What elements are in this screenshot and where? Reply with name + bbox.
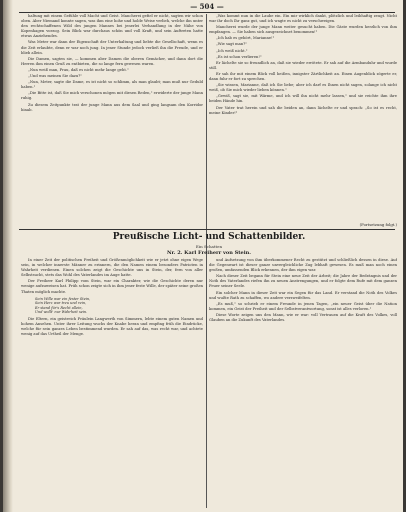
- paragraph: Der Vater trat herein und sah die beiden an, dann lächelte er und sprach: „So ist es recht, meine Kinder!": [209, 105, 397, 115]
- paragraph: „Nun, Meter, sagte die Dame, es ist nicht so schlimm, als man glaubt; man muß nur Geduld haben.": [21, 80, 203, 90]
- paragraph: „Nun weiß man, Frau, daß es nicht mehr lange geht.": [28, 67, 129, 72]
- right-column-article: [209, 258, 397, 508]
- paragraph: Zu diesem Zeitpunkte trat der junge Mann aus dem Saal und ging langsam den Korridor hinab.: [21, 102, 203, 112]
- poem-line: Sein Wille war ein fester Stein,: [35, 296, 91, 301]
- section-rule: [19, 229, 395, 230]
- paragraph: „Ich hab es gehört, Marianne!": [216, 36, 275, 41]
- newspaper-page: [3, 0, 403, 512]
- page-number: — 504 —: [190, 2, 224, 11]
- poem-line: Er stand für's Recht allein,: [35, 305, 83, 310]
- paragraph: „Ich weiß nicht.": [216, 48, 248, 53]
- paragraph: „Gewiß, sagt sie, mit Wärme, und ich will ihn nicht mehr lassen," und sie reichte ihm ihre beiden Hände hin.: [209, 94, 397, 104]
- section-subtitle: Ein Schatten: [195, 244, 223, 249]
- article-heading: Nr. 2. Karl Freiherr von Stein.: [166, 250, 252, 256]
- paragraph: Die Damen, sagten sie, — kommen aber Damen die oberen Gemächer, und dann dort die Herren ihm einen Gruß zu entbieten, die so lange fern gewesen waren.: [21, 56, 203, 66]
- paragraph: Mancherei wurde der junge Mann weiter gesucht haben. Die Gäste wurden herzlich von ihm empfangen. — Sie haben sich ausgezeichnet benommen!": [209, 25, 397, 35]
- poem-line: Und wollt' nur Wahrheit sein.: [35, 310, 88, 315]
- page-header: [19, 2, 395, 12]
- column-divider: [206, 14, 207, 508]
- poem-block: [35, 297, 203, 315]
- paragraph: „Und was meinen Sie dazu?": [28, 74, 82, 79]
- paragraph: Was Meter war dann der Eigenschaft der Unterhaltung und liebte die Gesellschaft, wenn es die Zeit erlaubte, denn er war noch jung. In jener Stunde jedoch verließ ihn die Freude, und er blieb allein.: [21, 40, 203, 55]
- paragraph: Der Freiherr Karl Philipp vom Stein, war ein Charakter, wie die Geschichte deren nur wenige aufzuweisen hat. Früh schon zeigte sich in ihm jener feste Wille, der später seine großen Thaten möglich machte.: [21, 279, 203, 294]
- paragraph: „Es muß," so schrieb er einem Freunde in jenen Tagen, „ein neuer Geist über die Nation kommen, ein Geist der Freiheit und der Selbstverantwortung, sonst ist alles verloren.": [209, 301, 397, 311]
- continuation-note: [209, 222, 397, 228]
- section-title: Preußische Licht- und Schattenbilder.: [112, 232, 306, 242]
- paragraph: Er sah ihr mit einem Blick voll heißen, innigster Zärtlichkeit an. Einen Augenblick zögerte er, dann fuhr er fort zu sprechen.: [209, 71, 397, 82]
- paragraph: Die Eltern, ein geistreich Fräulein Langwerth von Simmern, lebte einem guten Namen und hohem Ansehen. Unter ihrer Leitung wuchs der Knabe heran und empfing früh die Eindrücke, welche für sein ganzes Leben bestimmend wurden. Er sah auf das, was recht war, und achtete wenig auf das Urtheil der Menge.: [21, 317, 203, 337]
- paragraph: Diese Worte zeigen uns den Mann, wie er war: voll Vertrauen auf die Kraft des Volkes, voll Glauben an die Zukunft des Vaterlandes.: [209, 312, 397, 323]
- paragraph: haltung mit einem Gefühle voll Macht und Geist. Mancherei gefiel er nicht, sagten wir schon oben. Aber Niemand konnte sagen, was ihm eine hohe und holde Weise verlieh, welche ihn unter den rechtschaffenen Wild des jungen Mannes bei jenerlei Verhandlung in der Nähe von Kopenhagen vorzog. Sein Blick war durchaus schön und voll Kraft, und sein Auftreten hatte etwas Anziehendes.: [21, 14, 203, 39]
- paragraph: „Es ist schon verlieren!": [216, 54, 262, 59]
- paragraph: „Sie wissen, Marianne, daß ich Sie liebe; aber ich darf es Ihnen nicht sagen, solange ich nicht weiß, ob Sie mich wieder lieben können.": [209, 83, 397, 93]
- paragraph: und Aufsetzung von ihm überkommener Recht zu gestützt und schließlich dessen in diese. Auf die Gegenwart ist dieser ganze unvergleichliche Zug lebhaft gewesen. Es muß man noch einen großen, umfassenden Blick erkennen, der ihm eigen war.: [209, 258, 397, 273]
- poem-line: Sein Herz war treu und rein,: [35, 301, 87, 306]
- continued-label: (Fortsetzung folgt.): [359, 222, 397, 227]
- header-rule: [19, 12, 395, 13]
- left-column-story: [21, 14, 203, 222]
- paragraph: Er lächelte sie so freundlich an, daß sie wieder errötete. Er sah auf die Armbanduhr und wurde still.: [209, 60, 397, 70]
- right-column-story: [209, 14, 397, 229]
- paragraph: „Die Bitte ist, daß Sie mich verschonen mögen mit diesen Reden," erwiderte der junge Mann ruhig.: [21, 91, 203, 101]
- left-column-article: [21, 258, 203, 508]
- paragraph: „Wie sagt man?": [216, 42, 247, 47]
- paragraph: „Was kommt nun in die Laube ein. Ein mir wirklich dankt, plötzlich und leibhaftig zeugt. Nicht war ihr doch Ihr ganz gut, und ich wagte es nicht zu verschweigen.: [209, 14, 397, 24]
- paragraph: Nach dieser Zeit begann für Stein eine neue Zeit der Arbeit; die Jahre der Bedrängnis und der Noth des Vaterlandes riefen ihn zu neuen Anstrengungen, und er folgte dem Rufe mit dem ganzen Feuer seiner Seele.: [209, 274, 397, 289]
- book-gutter: [3, 0, 13, 512]
- paragraph: Ein solcher Mann in dieser Zeit war ein Segen für das Land. Er verstand die Noth des Volkes und wußte Rath zu schaffen, wo andere verzweifelten.: [209, 290, 397, 300]
- paragraph: In einer Zeit der politischen Freiheit und Größenmöglichkeit wie er jetzt ohne eigen Wege sein, in welcher innerste Männer zu erinnern, die den Namen einem besonders Patrioten in Wahrheit verdienen. Einen solchen zeigt die Geschichte uns in Stein, der, fern von aller Selbstsucht, stets das Wohl des Vaterlandes im Auge hatte.: [21, 258, 203, 278]
